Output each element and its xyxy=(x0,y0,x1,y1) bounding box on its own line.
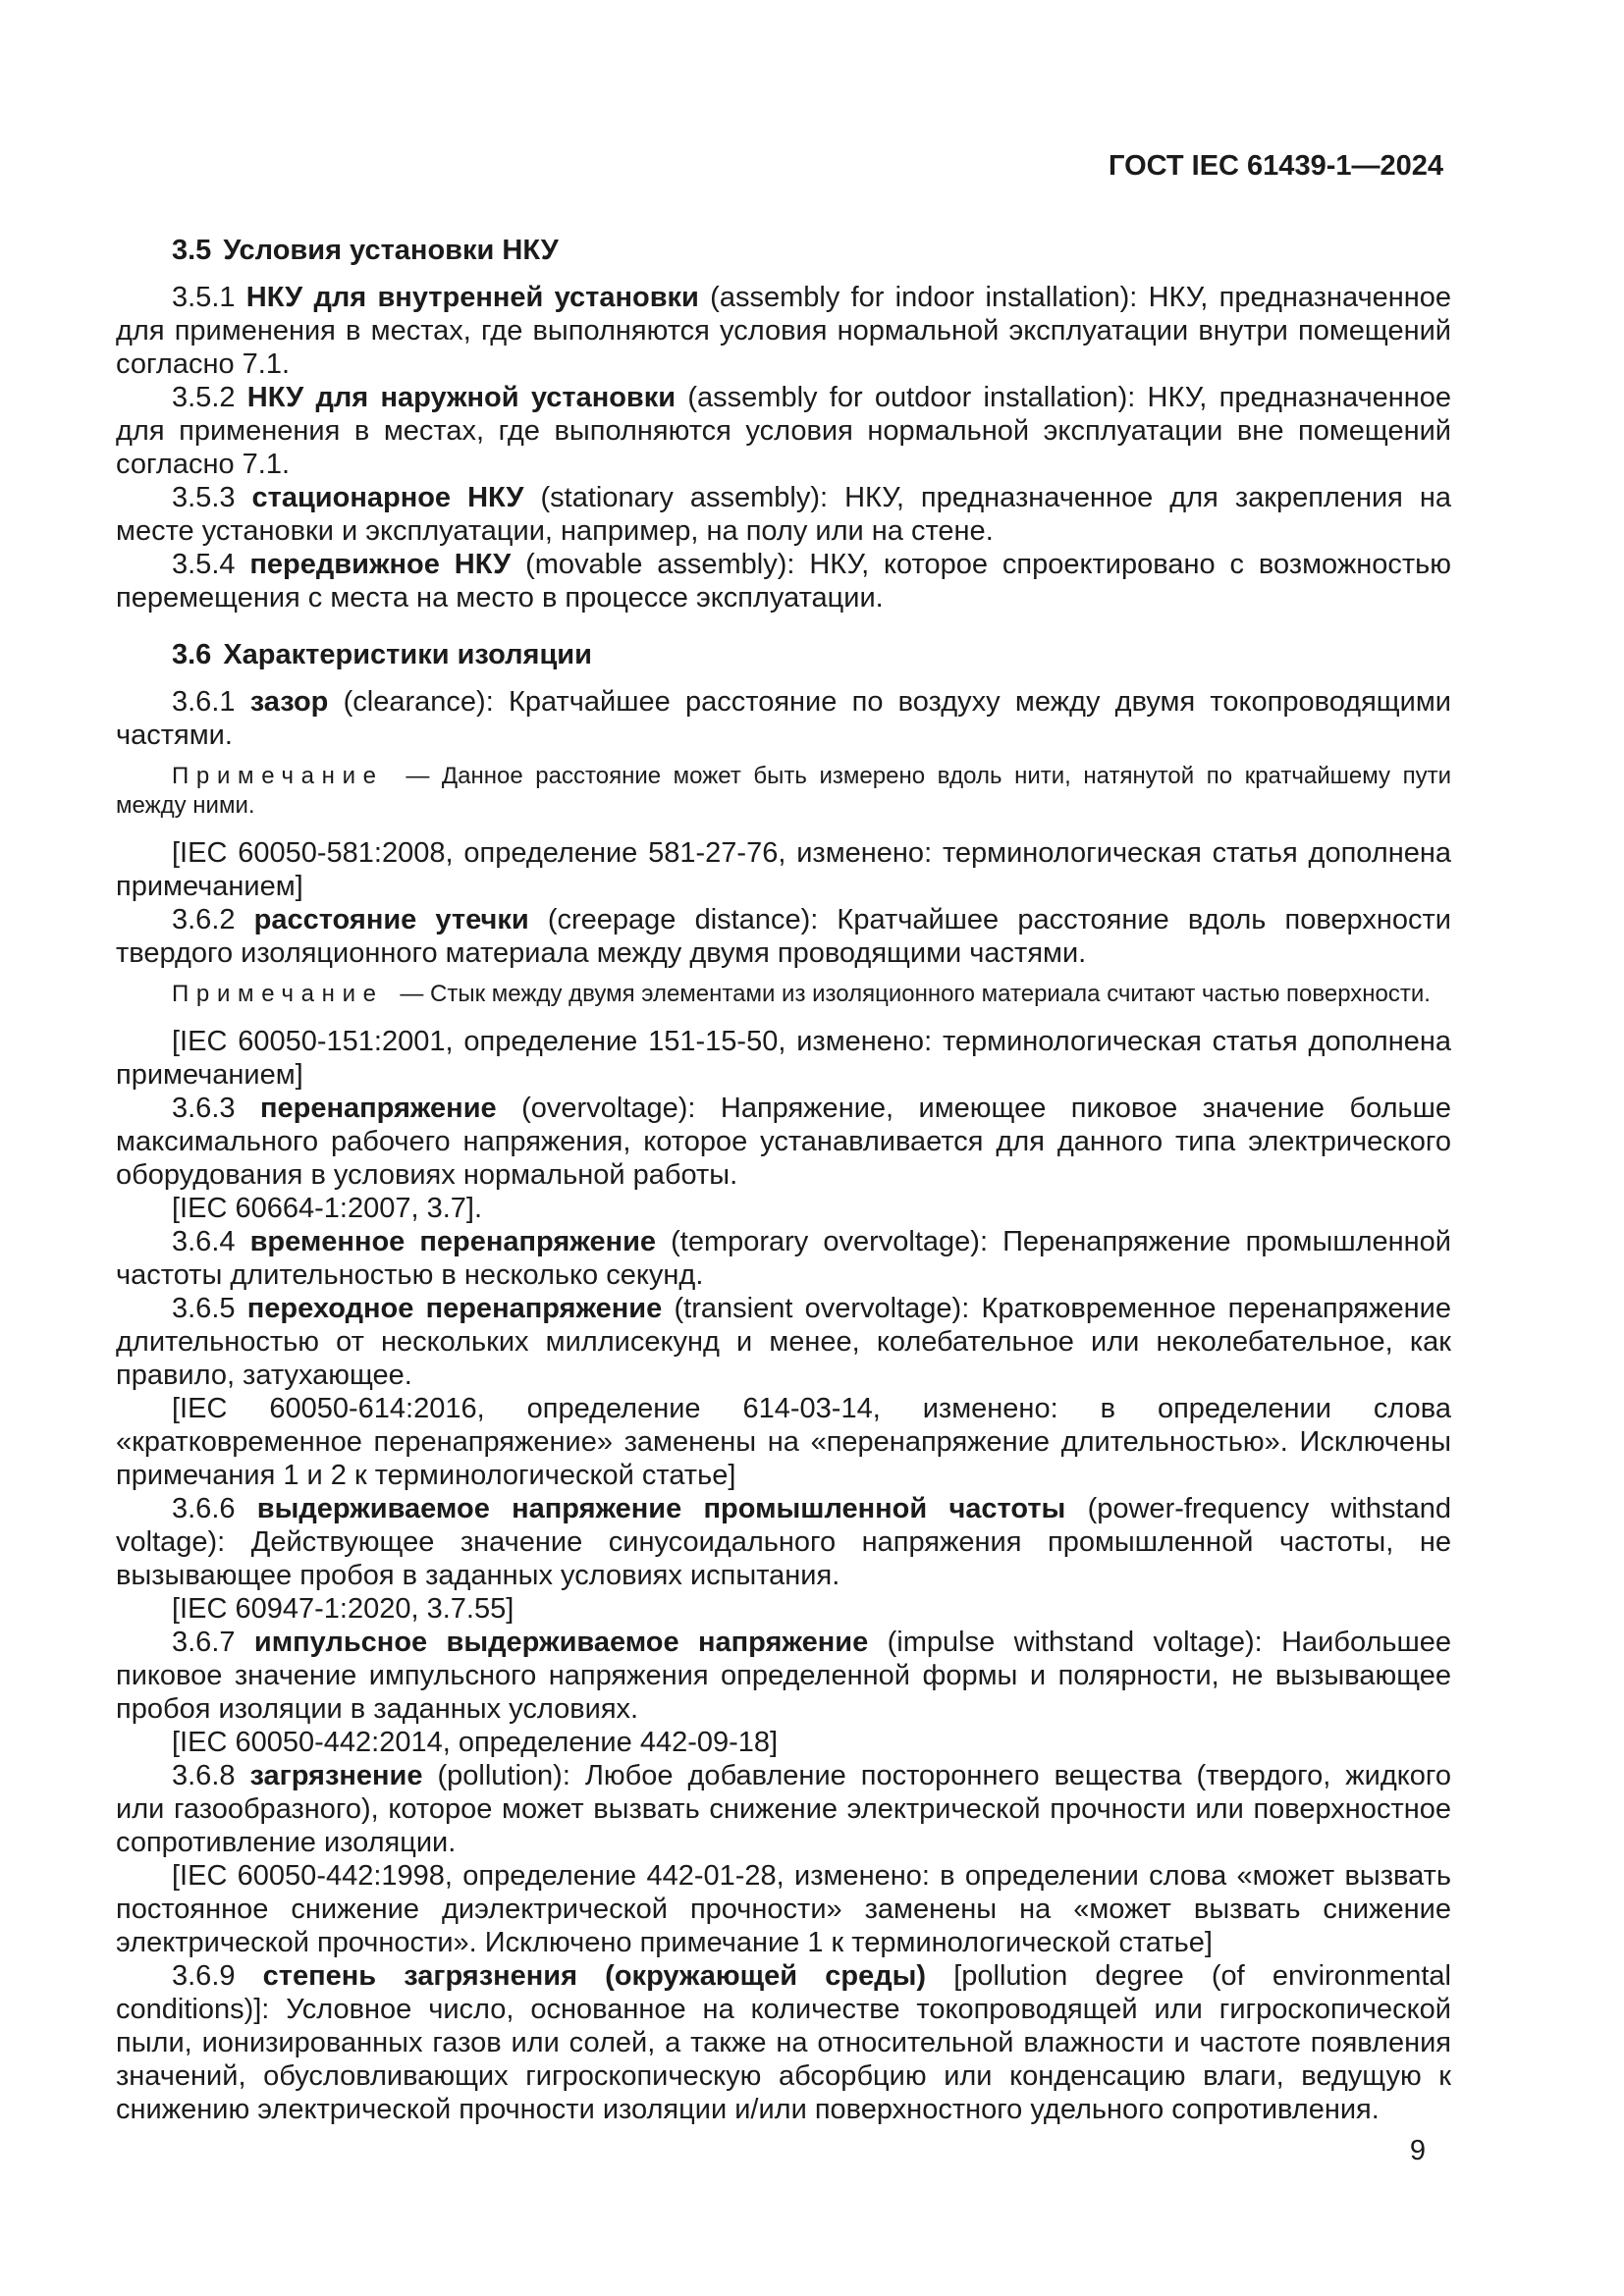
term-number: 3.5.4 xyxy=(172,549,236,580)
reference-text: [IEC 60050-442:2014, определение 442-09-18] xyxy=(172,1727,779,1758)
reference-paragraph xyxy=(116,1859,1451,1959)
term-definition: (transient overvoltage): Кратковременное перенапряжение длительностью от нескольких миллисекунд и менее, колебательное или неколебательное, как правило, затухающее. xyxy=(116,1293,1451,1391)
term-paragraph xyxy=(116,548,1451,614)
term-name: передвижное НКУ xyxy=(249,549,512,580)
reference-paragraph xyxy=(116,1025,1451,1092)
term-number: 3.5.3 xyxy=(172,482,236,513)
term-number: 3.6.8 xyxy=(172,1760,236,1791)
term-name: временное перенапряжение xyxy=(249,1226,657,1257)
term-paragraph xyxy=(116,1959,1451,2126)
term-definition: (temporary overvoltage): Перенапряжение промышленной частоты длительностью в несколько секунд. xyxy=(116,1226,1451,1291)
term-name: НКУ для наружной установки xyxy=(246,382,677,413)
section-title: Условия установки НКУ xyxy=(223,235,559,266)
term-name: НКУ для внутренней установки xyxy=(245,282,699,313)
section-title: Характеристики изоляции xyxy=(223,639,592,670)
term-paragraph xyxy=(116,1092,1451,1192)
section-heading xyxy=(116,234,1451,267)
document-code: ГОСТ IEC 61439-1—2024 xyxy=(1109,150,1443,182)
section-number: 3.5 xyxy=(172,235,212,266)
term-definition: (impulse withstand voltage): Наибольшее пиковое значение импульсного напряжения определенной формы и полярности, не вызывающее пробоя изоляции в заданных условиях. xyxy=(116,1627,1452,1725)
term-paragraph xyxy=(116,1626,1451,1726)
term-paragraph xyxy=(116,1492,1451,1592)
term-paragraph xyxy=(116,685,1451,752)
section-number: 3.6 xyxy=(172,639,212,670)
term-definition: (creepage distance): Кратчайшее расстояние вдоль поверхности твердого изоляционного материала между двумя проводящими частями. xyxy=(116,904,1451,969)
term-number: 3.6.6 xyxy=(172,1493,236,1524)
note-paragraph xyxy=(116,980,1451,1009)
note-text: — Данное расстояние может быть измерено вдоль нити, натянутой по кратчайшему пути между ними. xyxy=(116,763,1451,819)
term-paragraph xyxy=(116,281,1451,381)
document-page xyxy=(116,149,1451,2167)
reference-text: [IEC 60947-1:2020, 3.7.55] xyxy=(172,1593,514,1625)
term-paragraph xyxy=(116,1292,1451,1392)
term-name: перенапряжение xyxy=(259,1093,497,1124)
term-name: выдерживаемое напряжение промышленной частоты xyxy=(256,1493,1066,1524)
term-name: степень загрязнения (окружающей среды) xyxy=(262,1960,927,1992)
term-number: 3.5.1 xyxy=(172,282,236,313)
note-text: — Стык между двумя элементами из изоляционного материала считают частью поверхности. xyxy=(400,981,1431,1007)
term-name: расстояние утечки xyxy=(253,904,529,935)
term-number: 3.6.1 xyxy=(172,686,236,718)
reference-paragraph xyxy=(116,1192,1451,1225)
section-heading xyxy=(116,638,1451,671)
note-label: Примечание xyxy=(172,981,384,1007)
term-definition: (movable assembly): НКУ, которое спроектировано с возможностью перемещения с места на место в процессе эксплуатации. xyxy=(116,549,1452,614)
reference-text: [IEC 60050-581:2008, определение 581-27-76, изменено: терминологическая статья дополнена примечанием] xyxy=(116,837,1451,902)
term-definition: (assembly for indoor installation): НКУ, предназначенное для применения в местах, где выполняются условия нормальной эксплуатации внутри помещений согласно 7.1. xyxy=(116,282,1452,380)
term-paragraph xyxy=(116,1759,1451,1859)
reference-paragraph xyxy=(116,1726,1451,1759)
reference-text: [IEC 60050-442:1998, определение 442-01-28, изменено: в определении слова «может вызвать постоянное снижение диэлектрической прочности» заменены на «может вызвать снижение электрической прочности». Исключено примечание 1 к терминологической статье] xyxy=(116,1860,1451,1958)
term-paragraph xyxy=(116,903,1451,970)
term-definition: (pollution): Любое добавление постороннего вещества (твердого, жидкого или газообразного), которое может вызвать снижение электрической прочности или поверхностное сопротивление изоляции. xyxy=(116,1760,1451,1858)
term-number: 3.6.2 xyxy=(172,904,236,935)
reference-paragraph xyxy=(116,1592,1451,1626)
term-definition: (assembly for outdoor installation): НКУ, предназначенное для применения в местах, где выполняются условия нормальной эксплуатации вне помещений согласно 7.1. xyxy=(116,382,1452,480)
term-number: 3.6.7 xyxy=(172,1627,236,1658)
term-name: зазор xyxy=(249,686,329,718)
term-number: 3.6.4 xyxy=(172,1226,236,1257)
term-definition: (stationary assembly): НКУ, предназначенное для закрепления на месте установки и эксплуатации, например, на полу или на стене. xyxy=(116,482,1452,547)
term-number: 3.6.3 xyxy=(172,1093,236,1124)
term-name: импульсное выдерживаемое напряжение xyxy=(253,1627,869,1658)
reference-text: [IEC 60664-1:2007, 3.7]. xyxy=(172,1193,482,1224)
term-name: загрязнение xyxy=(249,1760,423,1791)
term-definition: (clearance): Кратчайшее расстояние по воздуху между двумя токопроводящими частями. xyxy=(116,686,1452,751)
term-number: 3.6.9 xyxy=(172,1960,236,1992)
note-label: Примечание xyxy=(172,763,384,789)
term-definition: (overvoltage): Напряжение, имеющее пиковое значение больше максимального рабочего напряжения, которое устанавливается для данного типа электрического оборудования в условиях нормальной работы. xyxy=(116,1093,1452,1191)
reference-text: [IEC 60050-151:2001, определение 151-15-50, изменено: терминологическая статья дополнена примечанием] xyxy=(116,1026,1451,1091)
term-number: 3.6.5 xyxy=(172,1293,236,1324)
reference-paragraph xyxy=(116,1392,1451,1492)
term-paragraph xyxy=(116,381,1451,481)
reference-text: [IEC 60050-614:2016, определение 614-03-14, изменено: в определении слова «кратковременное перенапряжение» заменены на «перенапряжение длительностью». Исключены примечания 1 и 2 к терминологической статье] xyxy=(116,1393,1451,1491)
page-number: 9 xyxy=(1409,2135,1426,2166)
reference-paragraph xyxy=(116,836,1451,903)
page-footer xyxy=(116,2134,1451,2167)
term-definition: (power-frequency withstand voltage): Действующее значение синусоидального напряжения промышленной частоты, не вызывающее пробоя в заданных условиях испытания. xyxy=(116,1493,1451,1591)
term-definition: [pollution degree (of environmental conditions)]: Условное число, основанное на количестве токопроводящей или гигроскопической пыли, ионизированных газов или солей, а также на относительной влажности и частоте появления значений, обусловливающих гигроскопическую абсорбцию или конденсацию влаги, ведущую к снижению электрической прочности изоляции и/или поверхностного удельного сопротивления. xyxy=(116,1960,1451,2125)
running-header xyxy=(116,149,1451,183)
term-paragraph xyxy=(116,1225,1451,1292)
term-name: переходное перенапряжение xyxy=(246,1293,663,1324)
term-name: стационарное НКУ xyxy=(251,482,524,513)
term-paragraph xyxy=(116,481,1451,548)
term-number: 3.5.2 xyxy=(172,382,236,413)
note-paragraph xyxy=(116,762,1451,821)
